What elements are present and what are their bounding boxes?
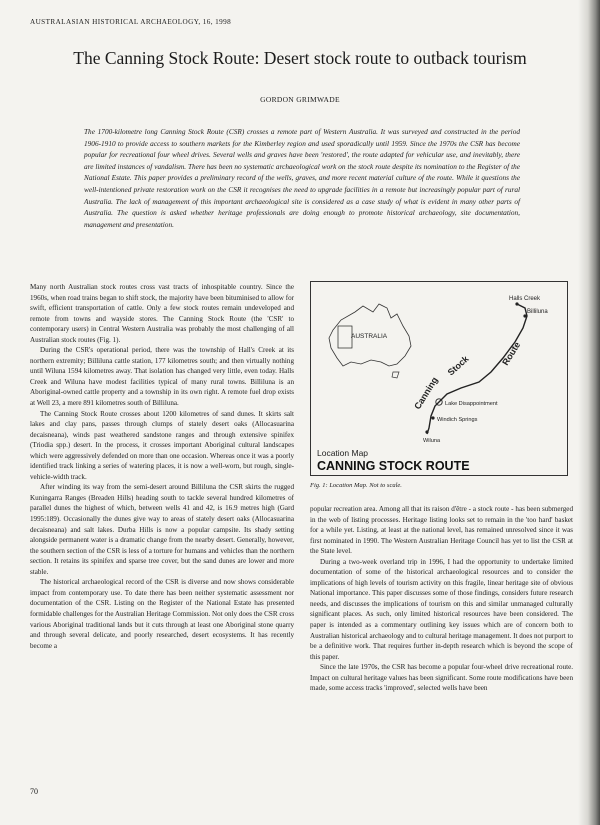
australia-label: AUSTRALIA [351,333,388,340]
author-name: GORDON GRIMWADE [260,95,340,104]
place-label-lake-disappointment: Lake Disappointment [445,401,498,407]
location-map-drawing [311,282,567,475]
location-map-label: Location Map [317,448,369,458]
route-label-canning: Canning [412,375,440,412]
route-label-stock: Stock [445,353,471,378]
page-number: 70 [30,787,38,796]
running-head: AUSTRALASIAN HISTORICAL ARCHAEOLOGY, 16, 1998 [30,18,232,26]
tasmania-outline [392,372,399,378]
place-label-billiluna: Billiluna [527,309,548,315]
book-spine-shadow [578,0,600,825]
route-label-route: Route [500,340,523,368]
paragraph: Many north Australian stock routes cross vast tracts of inhospitable country. Since the 1960s, when road trains began to shift stock, the majority have been bituminised to allow for swift, efficient transportation of cattle. Only a few stock routes remain undeveloped and remote from towns and wayside stores. The Canning Stock Route (the 'CSR' to contemporary users) in Central Western Australia was probably the most challenging of all Australian stock routes (Fig. 1). [30,283,294,344]
place-marker-windich-springs [431,416,434,419]
location-map-figure [310,281,568,476]
paragraph: The Canning Stock Route crosses about 1200 kilometres of sand dunes. It skirts salt lakes and clay pans, passes through clumps of stately desert oaks (Allocasuarina decaisneana), winds past weathered sandstone ranges and through extensive spinifex (Triodia spp.) desert. In the process, it crosses important Aboriginal cultural landscapes which were aggressively defended on more than one occasion. Whereas once it was a poorly identified track linking a series of watering places, it is now a well-worn, but rough, single-vehicle-width track. [30,409,294,481]
place-marker-wiluna [425,430,428,433]
figure-caption: Fig. 1: Location Map. Not to scale. [310,482,402,489]
place-label-windich-springs: Windich Springs [437,417,478,423]
paragraph: After winding its way from the semi-desert around Billiluna the CSR skirts the rugged Kuningarra Ranges (Breaden Hills) heading south to tackle several hundred kilometres of parallel dunes the highest of which, between wells 41 and 42, is 16.9 metres high (Gard 1995:189). Occasionally the dunes give way to areas of stately desert oaks (Allocasuarina decaisneana) and salt lakes. Durba Hills is now a popular campsite. Its shady setting alongside permanent water is a dramatic change from the nearby desert. Generally, however, the southern section of the CSR is less of a torture for humans and vehicles than the northern section. It retains its spinifex and sparse tree cover, but the sand dunes are lower and more stable. [30,483,294,576]
paragraph: Since the late 1970s, the CSR has become a popular four-wheel drive recreational route. Impact on cultural heritage values has been significant. Some route modifications have been made, some access tracks 'improved', selected wells have been [310,663,573,693]
paragraph: popular recreation area. Among all that its raison d'être - a stock route - has been submerged in the web of listing processes. Heritage listing looks set to remain in the 'too hard' basket for a while yet. Listing, at least at the national level, has remained unresolved since it was first nominated in 1990. The Western Australian Heritage Council has yet to list the CSR at the State level. [310,505,573,556]
paragraph: The historical archaeological record of the CSR is diverse and now shows considerable impact from contemporary use. To date there has been neither systematic assessment nor documentation of the CSR. Listing on the Register of the National Estate has presented formidable challenges for the Australian Heritage Commission. Not only does the CSR cross various Aboriginal traditional lands but it cuts through at least one Aboriginal stone quarry and through several delicate, and poorly researched, desert ecosystems. It has recently become a [30,578,294,650]
stock-route-line [427,304,527,434]
left-column [30,282,294,651]
paragraph: During a two-week overland trip in 1996, I had the opportunity to undertake limited documentation of some of the historical archaeological resources and to consider the implications of high levels of tourism activity on this fragile, linear heritage site of obvious National importance. This paper discusses some of those findings, considers future research needs, and discusses the implications of tourism on this and similar unmanaged culturally significant places. As such, only limited historical resources have been considered. The paper is intended as a commentary outlining key issues which are of concern both to Australian historical archaeology and to cultural heritage management. It does not purport to be a definitive work. That requires further in-depth research which is beyond the scope of this paper. [310,557,573,661]
place-label-wiluna: Wiluna [423,438,441,444]
article-title: The Canning Stock Route: Desert stock route to outback tourism [73,48,527,68]
paragraph: During the CSR's operational period, there was the township of Hall's Creek at its northern extremity; Billiluna cattle station, 177 kilometres south; and then virtually nothing until Wiluna 1594 kilometres away. That isolation has changed very little, even today. Halls Creek and Wiluna have modest facilities typical of many rural towns. Billiluna is an Aboriginal-owned cattle property and a township in its own right. A remote fuel drop exists at Well 23, a mere 891 kilometres south of Billiluna. [30,346,294,408]
place-label-halls-creek: Halls Creek [509,296,541,302]
right-column [310,504,573,694]
abstract: The 1700-kilometre long Canning Stock Route (CSR) crosses a remote part of Western Australia. It was surveyed and constructed in the period 1906-1910 to provide access to southern markets for the Kimberley region and used sporadically until 1959. Since the 1970s the CSR has become popular for recreational four wheel drives. Several wells and graves have been 'restored', the route adapted for vehicular use, and inevitably, there are limited instances of vandalism. There has been no systematic archaeological work on the stock route despite its nomination to the Register of the National Estate. This paper provides a preliminary record of the wells, graves, and more recent material culture of the route. While it questions the well-intentioned private restoration work on the CSR it recognises the need to upgrade facilities in a remote but increasingly popular part of rural Australia. The lack of management of this important archaeological site is considered as a case study of what is evident in many other parts of Australia. The question is asked whether heritage professionals are doing enough to promote historical archaeology, site documentation, management and presentation. [84,127,520,229]
place-marker-halls-creek [515,302,518,305]
map-title: CANNING STOCK ROUTE [317,459,470,473]
inset-highlight-box [338,326,352,348]
